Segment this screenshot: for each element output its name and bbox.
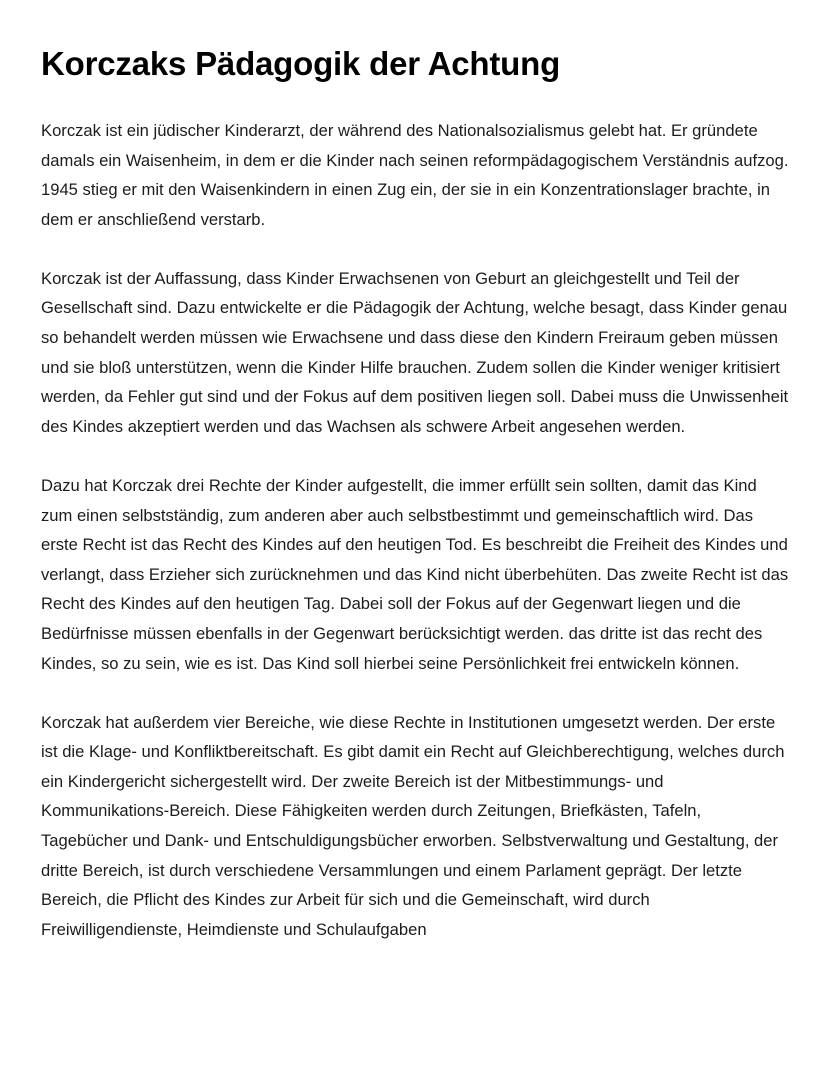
paragraph-1: Korczak ist ein jüdischer Kinderarzt, der während des Nationalsozialismus gelebt hat. Er gründete damals ein Waisenheim, in dem er die Kinder nach seinen reformpädagogischem Verständnis aufzog. 1945 stieg er mit den Waisenkindern in einen Zug ein, der sie in ein Konzentrationslager brachte, in dem er anschließend verstarb. [41, 121, 789, 229]
document-body [41, 116, 791, 944]
paragraph-2: Korczak ist der Auffassung, dass Kinder Erwachsenen von Geburt an gleichgestellt und Teil der Gesellschaft sind. Dazu entwickelte er die Pädagogik der Achtung, welche besagt, dass Kinder genau so behandelt werden müssen wie Erwachsene und dass diese den Kindern Freiraum geben müssen und sie bloß unterstützen, wenn die Kinder Hilfe brauchen. Zudem sollen die Kinder weniger kritisiert werden, da Fehler gut sind und der Fokus auf dem positiven liegen soll. Dabei muss die Unwissenheit des Kindes akzeptiert werden und das Wachsen als schwere Arbeit angesehen werden. [41, 268, 789, 436]
paragraph-3: Dazu hat Korczak drei Rechte der Kinder aufgestellt, die immer erfüllt sein sollten, damit das Kind zum einen selbstständig, zum anderen aber auch selbstbestimmt und gemeinschaftlich wird. Das erste Recht ist das Recht des Kindes auf den heutigen Tod. Es beschreibt die Freiheit des Kindes und verlangt, dass Erzieher sich zurücknehmen und das Kind nicht überbehüten. Das zweite Recht ist das Recht des Kindes auf den heutigen Tag. Dabei soll der Fokus auf der Gegenwart liegen und die Bedürfnisse müssen ebenfalls in der Gegenwart berücksichtigt werden. das dritte ist das recht des Kindes, so zu sein, wie es ist. Das Kind soll hierbei seine Persönlichkeit frei entwickeln können. [41, 475, 789, 673]
document-page [41, 0, 791, 974]
paragraph-4: Korczak hat außerdem vier Bereiche, wie diese Rechte in Institutionen umgesetzt werden. Der erste ist die Klage- und Konfliktbereitschaft. Es gibt damit ein Recht auf Gleichberechtigung, welches durch ein Kindergericht sichergestellt wird. Der zweite Bereich ist der Mitbestimmungs- und Kommunikations-Bereich. Diese Fähigkeiten werden durch Zeitungen, Briefkästen, Tafeln, Tagebücher und Dank- und Entschuldigungsbücher erworben. Selbstverwaltung und Gestaltung, der dritte Bereich, ist durch verschiedene Versammlungen und einem Parlament geprägt. Der letzte Bereich, die Pflicht des Kindes zur Arbeit für sich und die Gemeinschaft, wird durch Freiwilligendienste, Heimdienste und Schulaufgaben [41, 712, 785, 939]
page-title: Korczaks Pädagogik der Achtung [41, 45, 561, 82]
